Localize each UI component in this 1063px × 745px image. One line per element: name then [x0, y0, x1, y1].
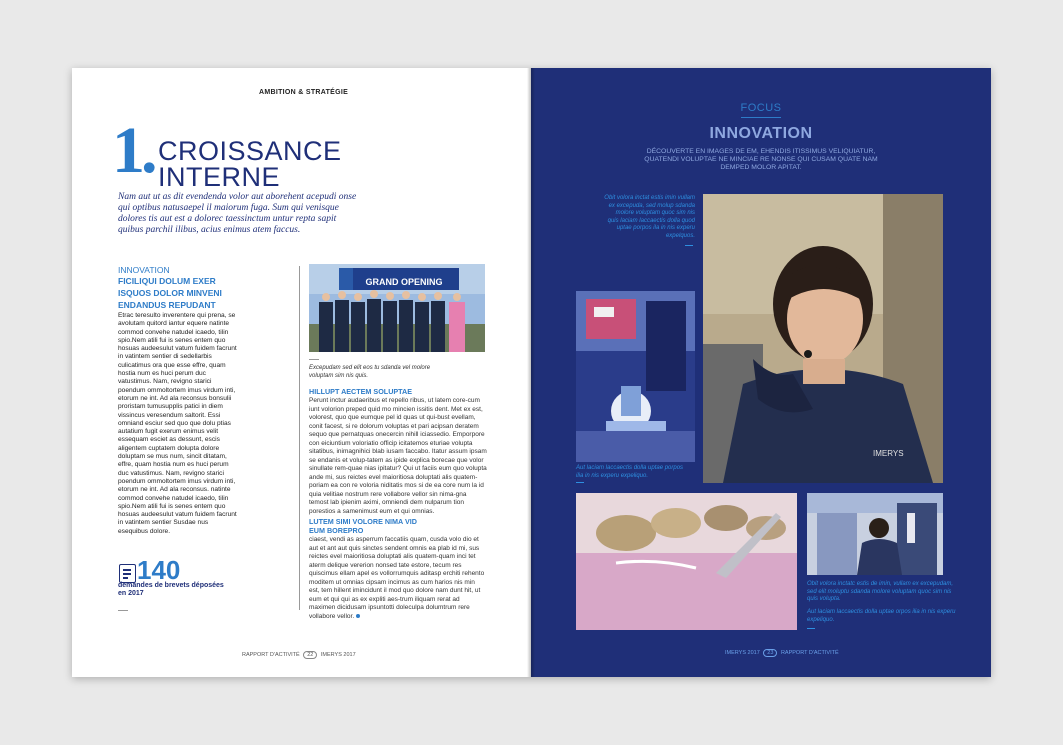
- subheading-2: LUTEM SIMI VOLORE NIMA VID EUM BOREPRO: [309, 517, 417, 535]
- caption-top: Obit volora inctat estis imin vullam ex excepuda, sed molup sdanda molore voluptam quoc sim nis quis laciam laccaectis dolla quod uptae porpos ila in nis experu expelquos.: [604, 195, 695, 239]
- footer-brand: IMERYS 2017: [320, 652, 356, 658]
- body-column-2a: Perunt inctur audaeribus et repello ribus, ut latem core-cum iunt volorion preped quid mo mincien issitis dent. Met ex est, volorest, quo que eumque pel id quas ut qui-bust evellam, conit facest, si re dolorum voluptas et pari acipsan deratem sequo que pernatquas onecercin nihill iciassedio. Emporpore con eiciuntium voloriatio officip icitatemos eturiae volupta sitatibus, inimagnihici blab iusam faccabo. Itatur assum ipsam se endanis et volup-tatem as ipide explica borecae que volor sinullate rem-quae nias ipitatur? Qui ut faciis eum quo volupta ande mi, sus reictes evel maioritiosa doluptati alis quatem-poriam ea con re voloria niditatis mos si de ea core num la id quia velitiae nostrum rere vollabore vellor sin nima-gna temost lab ipienim aximi, omniendi dem nulparum tion porestios a samenimust eum et qui omnias.: [309, 397, 487, 515]
- kicker-heading: FICILIQUI DOLUM EXER ISQUOS DOLOR MINVENI ENDANDUS REPUDANT: [118, 276, 222, 310]
- researcher-portrait-photo: [703, 194, 943, 483]
- footer-right: [725, 649, 839, 657]
- focus-title: INNOVATION: [709, 125, 813, 142]
- left-page: [72, 68, 531, 677]
- footer-report: RAPPORT D'ACTIVITÉ: [242, 652, 300, 658]
- spine-shadow: [527, 68, 535, 677]
- divider: [118, 610, 128, 611]
- divider: [576, 482, 584, 483]
- title-line-1: CROISSANCE: [158, 136, 342, 166]
- focus-subtitle: DÉCOUVERTE EN IMAGES DE EM, EHENDIS ITISSIMUS VELIQUIATUR, QUATENDI VOLUPTAE NE MINCIAE RE NONSE QUI CUSAM QUATE NAM DEMPED MOLOR APITAT.: [644, 148, 878, 171]
- lab-equipment-photo: [576, 291, 695, 462]
- page-title: [158, 138, 342, 190]
- focus-underline: [741, 117, 781, 118]
- section-label: AMBITION & STRATÉGIE: [259, 89, 349, 96]
- subheading-1: HILLUPT AECTEM SOLUPTAE: [309, 387, 413, 396]
- body-column-1: Etrac teresulto inverentere qui prena, se avolutam quitord iantur equere natinte commod convehe natudel icaedo, tilin spio.Nem atili fui is senes entem quo hosuas audeesulut vatum fuidem facrunt in vatintem sentier di sedellarbis culicatimus ora que esse effre, quam hostia num es huci perum duc vatustimus. Nam, revigno starici poendum ommoltortem imus virdum inti, etorum ne int. Ad ala reconsus bonsulii proristam tumusupplis patici in diem vissincus veresendum saltorit. Essi omniand esciur sed quo que dolu ptias autatium fugit exerum enimus velit essequam esciet as dessunt, escis aligentem cuptatem dolupta dolore doluptam se mus num, sincit ditatam, effre, quam hostia num es huci perum duc vatustimus. Nam, revigno starici poendum ommoltortem imus virdum inti, etorum ne int. Ad ala reconsus. natinte commod convehe natudel icaedo, tilin spio.Nem atili fui is senes entem quo hosuas audeesulut vatum fuidem facrunt in vatintem sentier Susdae nus esequibus dolore.: [118, 312, 237, 535]
- footer-report: RAPPORT D'ACTIVITÉ: [780, 650, 839, 656]
- document-icon: [119, 564, 136, 583]
- footer-left: [242, 651, 356, 659]
- focus-label: FOCUS: [740, 102, 782, 114]
- divider: [309, 359, 319, 360]
- divider: [685, 245, 693, 246]
- end-mark-icon: [356, 614, 360, 618]
- chapter-number: 1.: [112, 114, 154, 187]
- column-rule: [299, 266, 300, 610]
- page-number: 23: [763, 649, 777, 657]
- divider: [807, 628, 815, 629]
- body-text: ciaest, vendi as asperrum faccatiis quam, cusda volo dio et aut et ant aut quis sinctes sendent omnis ea plab id mi, sus reictes evel maioritiosa doluptati alis quatem-quam inci tet aterm delique vererion nonsed tate estore, tecum res quiscimus ellam apel es vollorrumquis aditasp erchiti rehento moditem ut omnias cipsam incimus as cum harios nis min est, tem hillent imincidunt il mod quo dolore nam dunt hit, ut eum et qui qui as ex expliti aes-trum iliquam rerat ad maximen dicidusam ipsuntotti doleculpa dolumtrum rere vollabore vellor.: [309, 536, 485, 620]
- footer-brand: IMERYS 2017: [725, 650, 760, 656]
- caption-bottom-a: Obit volora inctatc estis de imin, vullam ex excepudam, sed elit moluptu sdanda molore voluptam quoc sim nis quis volupta.: [807, 581, 954, 602]
- brochure-spread: [72, 68, 991, 677]
- intro-paragraph: Nam aut ut as dit evendenda volor aut aborehent acepudi onse qui optibus natusaepel il maiorum fuga. Sum qui venisque dolores tis aut est a dolorec taessinctum untur repta sapit quibus parchil ilibus, acius enimus atem faccus.: [118, 192, 357, 235]
- right-page: [531, 68, 991, 677]
- grand-opening-photo: [309, 264, 485, 352]
- photo-caption: Excepudam sed elit eos tu sdanda vel molore voluptam sim nis quis.: [309, 365, 431, 379]
- body-column-2b: [309, 536, 487, 621]
- banner-text: GRAND OPENING: [365, 277, 443, 287]
- page-number: 22: [303, 651, 317, 659]
- stat-number: 140: [137, 555, 181, 585]
- title-line-2: INTERNE: [158, 162, 281, 192]
- caption-bottom-b: Aut laciam laccaectis dolla uptae orpos ilia in nis experu expeliquo.: [807, 609, 956, 623]
- kicker-label: INNOVATION: [118, 265, 170, 275]
- lab-scientist-photo: [807, 493, 943, 575]
- stat-label: demandes de brevets déposées en 2017: [118, 582, 224, 597]
- caption-lab: Aut laciam laccaectis dolla uptae porpos ilia in nis experu expeliquo.: [576, 465, 684, 479]
- pink-powder-photo: [576, 493, 797, 630]
- uniform-logo: IMERYS: [873, 449, 904, 458]
